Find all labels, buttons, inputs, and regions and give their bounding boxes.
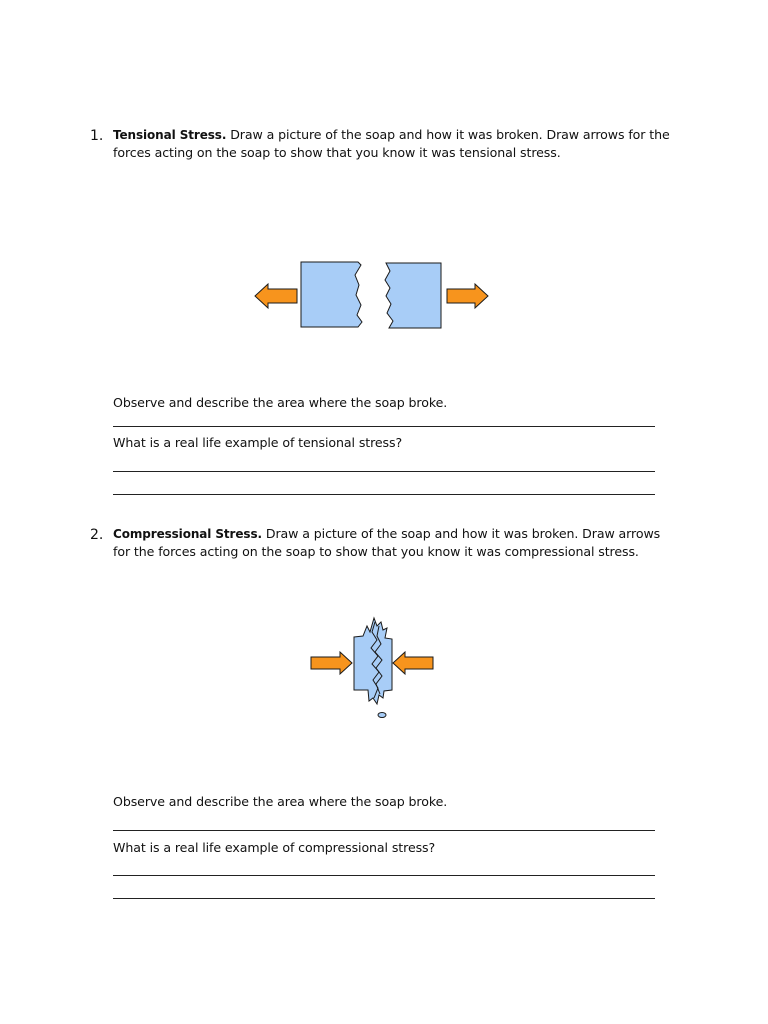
question-text: [113, 525, 673, 561]
question-text: [113, 126, 673, 162]
soap-fragment: [378, 713, 386, 718]
answer-line[interactable]: [113, 471, 655, 472]
question-instructions: Draw a picture of the soap and how it was broken. Draw arrows for the forces acting on the soap to show that you know it was compressional stress.: [113, 526, 661, 559]
question-instructions: Draw a picture of the soap and how it was broken. Draw arrows for the forces acting on the soap to show that you know it was tensional stress.: [113, 127, 670, 160]
observe-prompt: Observe and describe the area where the soap broke.: [113, 794, 448, 809]
soap-piece-left: [301, 262, 362, 327]
left-force-arrow-icon: [255, 284, 297, 308]
answer-line[interactable]: [113, 875, 655, 876]
right-force-arrow-icon: [393, 652, 433, 674]
answer-line[interactable]: [113, 494, 655, 495]
question-number: 1.: [90, 128, 104, 144]
observe-prompt: Observe and describe the area where the soap broke.: [113, 395, 448, 410]
soap-piece-right: [385, 263, 441, 328]
question-heading: Compressional Stress.: [113, 527, 262, 541]
example-prompt: What is a real life example of compressional stress?: [113, 840, 436, 855]
right-force-arrow-icon: [447, 284, 488, 308]
answer-line[interactable]: [113, 830, 655, 831]
question-heading: Tensional Stress.: [113, 128, 227, 142]
question-number: 2.: [90, 527, 104, 543]
answer-line[interactable]: [113, 898, 655, 899]
compressional-soap-diagram: [305, 612, 440, 724]
left-force-arrow-icon: [311, 652, 352, 674]
answer-line[interactable]: [113, 426, 655, 427]
tensional-soap-diagram: [250, 255, 495, 335]
example-prompt: What is a real life example of tensional stress?: [113, 435, 403, 450]
crushed-soap: [354, 618, 392, 704]
